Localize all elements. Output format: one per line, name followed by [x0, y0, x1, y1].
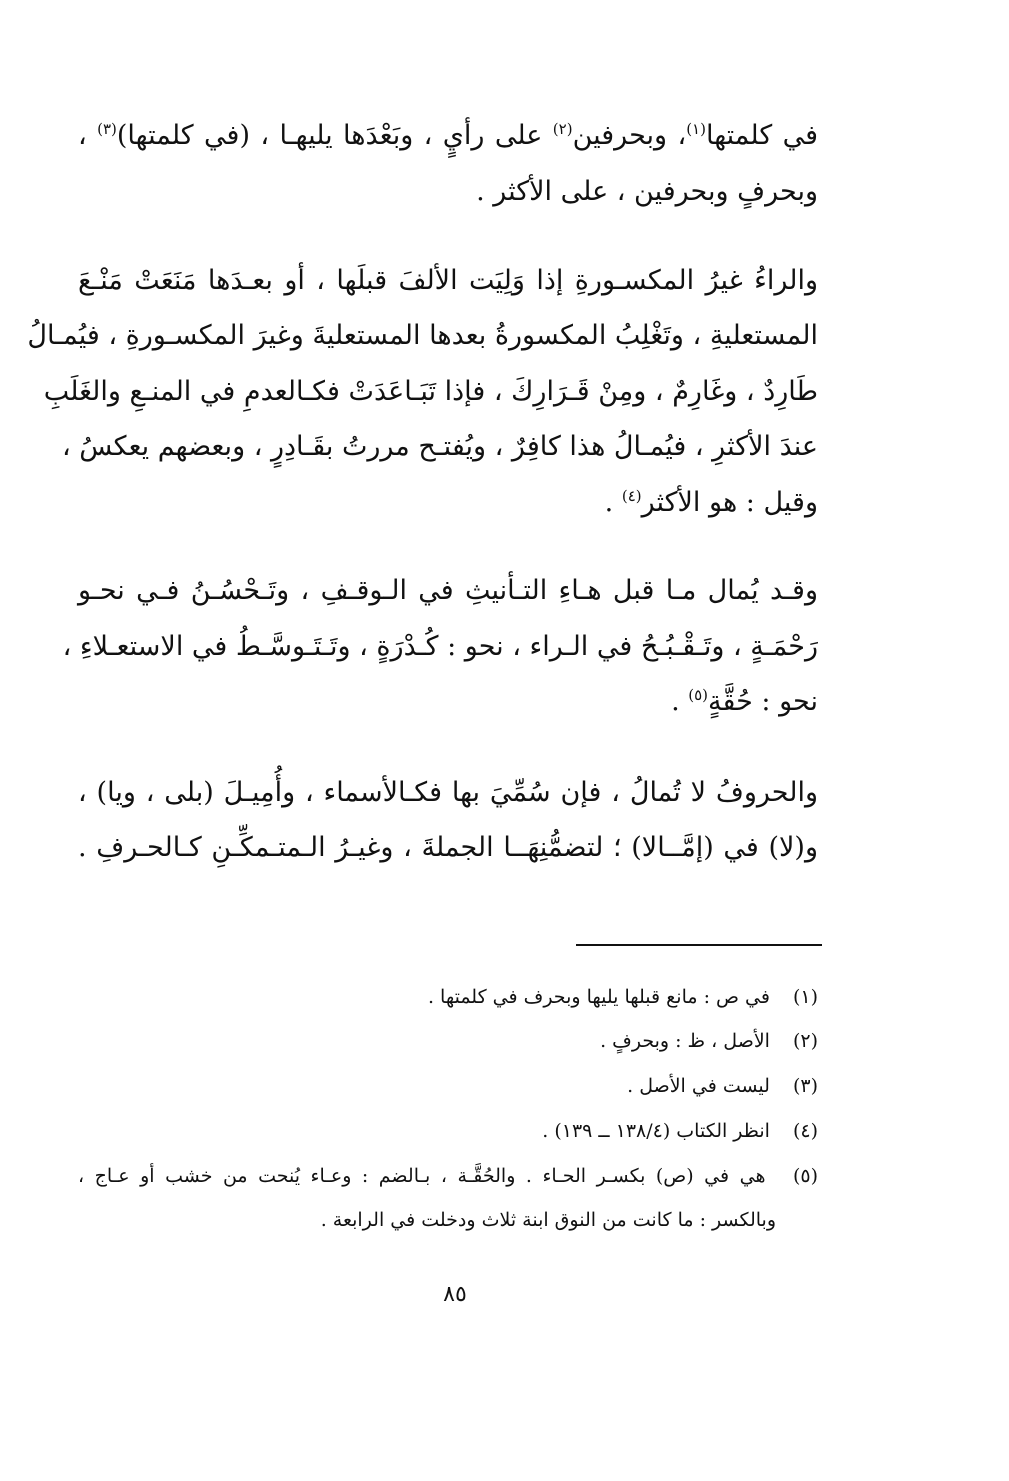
footnote-4 [78, 1114, 818, 1148]
footnote-text: انظر الكتاب (١٣٨/٤ ــ ١٣٩) . [542, 1120, 770, 1142]
footnote-ref-1[interactable]: (١) [686, 120, 706, 138]
text-line-7 [78, 481, 818, 525]
line-segment: على رأيٍ ، وبَعْدَها يليهـا ، (في كلمتها) [116, 120, 553, 151]
line-segment: ، [78, 120, 98, 151]
footnote-1 [78, 980, 818, 1014]
footnote-number: (٥) [792, 1165, 818, 1187]
text-line-12: و(لا) في (إمَّــالا) ؛ لتضمُّنِهَــا الجملةَ ، وغيـرُ الـمتـمكِّـنِ كـالحـرفِ . [78, 832, 818, 863]
footnote-3 [78, 1069, 818, 1103]
text-line-8: وقـد يُمال مـا قبل هـاءِ التـأنيثِ في الـوقـفِ ، وتَـحْسُـنُ فـي نحـو [78, 575, 818, 606]
line-segment: . [604, 487, 622, 518]
footnote-text: الأصل ، ظ : وبحرفٍ . [600, 1030, 770, 1052]
footnote-ref-4[interactable]: (٤) [621, 487, 642, 505]
line-segment: نحو : حُقَّةٍ [708, 686, 818, 717]
line-segment: ، وبحرفين [572, 120, 687, 151]
footnote-text: ليست في الأصل . [627, 1075, 770, 1097]
text-line-10 [78, 680, 818, 724]
footnote-number: (٤) [792, 1120, 818, 1142]
text-line-3: والراءُ غيرُ المكسـورةِ إذا وَلِيَت الألفَ قبلَها ، أو بعـدَها مَنَعَتْ مَنْـعَ [78, 265, 818, 296]
footnote-ref-3[interactable]: (٣) [97, 120, 117, 138]
footnote-text: في ص : مانع قبلها يليها وبحرف في كلمتها . [427, 986, 770, 1008]
footnote-ref-2[interactable]: (٢) [552, 120, 573, 138]
text-line-2: وبحرفٍ وبحرفين ، على الأكثر . [476, 176, 818, 207]
text-line-11: والحروفُ لا تُمالُ ، فإن سُمِّيَ بها فكـالأسماء ، وأُمِيـلَ (بلى ، ويا) ، [78, 777, 818, 808]
line-segment: وقيل : هو الأكثر [641, 487, 818, 518]
text-line-9: رَحْمَـةٍ ، وتَـقْـبُـحُ في الـراء ، نحو : كُـدْرَةٍ ، وتَـتَـوسَّـطُ في الاستعـلاءِ ، [62, 631, 818, 662]
footnote-text: هي في (ص) بكسـر الحـاء . والحُقَّـة ، بـالضم : وعـاء يُنحت من خشب أو عـاج ، [78, 1165, 766, 1187]
text-line-5: طَارِدٌ ، وغَارِمٌ ، ومِنْ قَـرَارِكَ ، فإذا تَبَـاعَدَتْ فكـالعدمِ في المنـعِ والغَلَبِ [43, 376, 818, 407]
line-segment: . [671, 686, 689, 717]
text-line-1 [78, 114, 818, 158]
footnote-ref-5[interactable]: (٥) [688, 686, 709, 704]
text-line-6: عندَ الأكثرِ ، فيُمـالُ هذا كافِرٌ ، ويُفتـح مررتُ بقَـادِرٍ ، وبعضهم يعكسُ ، [61, 431, 818, 462]
footnote-5-continuation: وبالكسر : ما كانت من النوق ابنة ثلاث ودخلت في الرابعة . [320, 1209, 776, 1231]
footnote-number: (٣) [792, 1075, 818, 1097]
footnote-separator [576, 944, 822, 946]
page-number: ٨٥ [443, 1282, 467, 1307]
footnote-number: (١) [792, 986, 818, 1008]
footnote-number: (٢) [792, 1030, 818, 1052]
line-segment: في كلمتها [705, 120, 818, 151]
text-line-4: المستعليةِ ، وتَغْلِبُ المكسورةُ بعدها المستعليةَ وغيرَ المكسـورةِ ، فيُمـالُ [27, 320, 818, 351]
footnote-2 [78, 1024, 818, 1058]
footnote-5 [78, 1159, 818, 1193]
